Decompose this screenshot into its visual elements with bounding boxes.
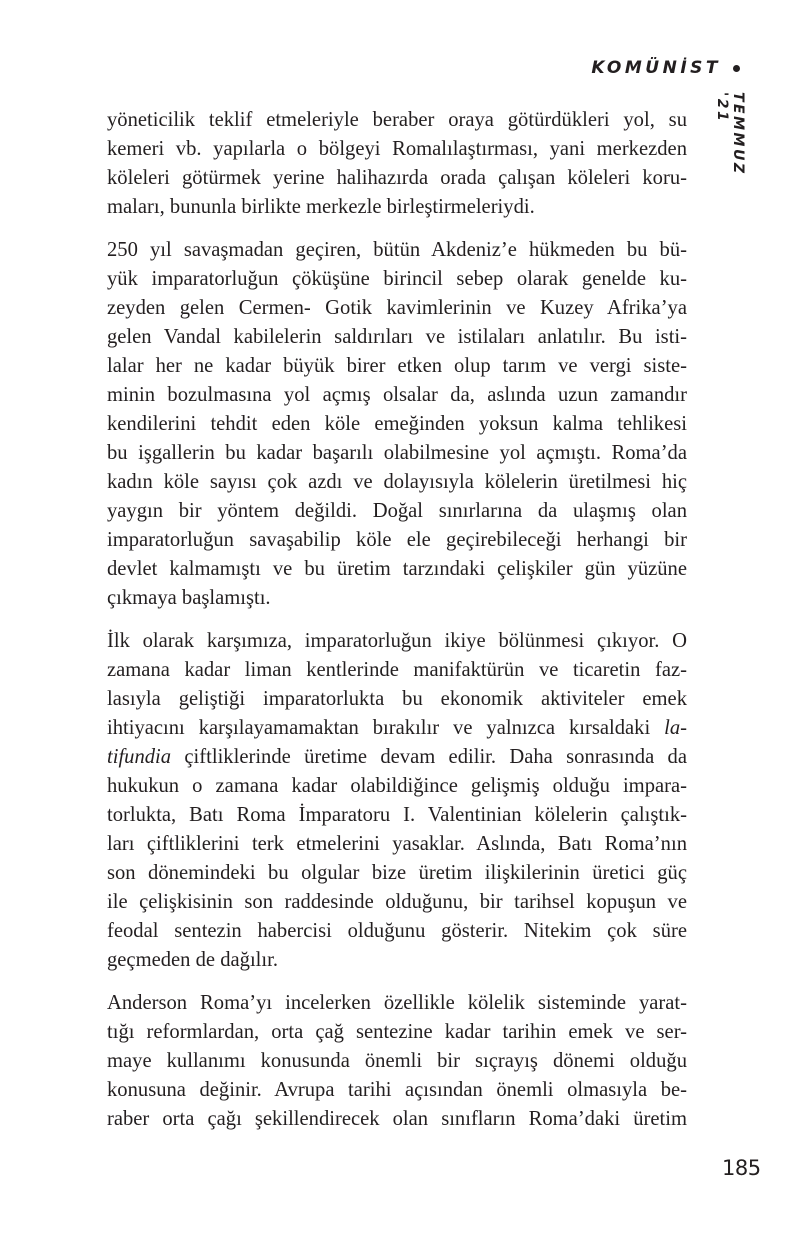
text-line <box>107 743 687 772</box>
text-line: yaygın bir yöntem değildi. Doğal sınırlarına da ulaşmış olan <box>107 500 687 522</box>
text-line: maye kullanımı konusunda önemli bir sıçrayış dönemi olduğu <box>107 1050 687 1072</box>
italic-term: la- <box>664 717 687 739</box>
paragraph-1 <box>107 106 687 222</box>
text-line: İlk olarak karşımıza, imparatorluğun ikiye bölünmesi çıkıyor. O <box>107 630 687 652</box>
bullet-dot-icon <box>733 65 740 72</box>
text-line: zeyden gelen Cermen- Gotik kavimlerinin ve Kuzey Afrika’ya <box>107 297 687 319</box>
text-line: Anderson Roma’yı incelerken özellikle kölelik sisteminde yarat- <box>107 992 687 1014</box>
text-line: gelen Vandal kabilelerin saldırıları ve istilaları anlatılır. Bu isti- <box>107 326 687 348</box>
text-line: 250 yıl savaşmadan geçiren, bütün Akdeniz’e hükmeden bu bü- <box>107 239 687 261</box>
paragraph-2 <box>107 236 687 613</box>
text-line: tığı reformlardan, orta çağ sentezine kadar tarihin emek ve ser- <box>107 1021 687 1043</box>
text-line: bu işgallerin bu kadar başarılı olabilmesine yol açmıştı. Roma’da <box>107 442 687 464</box>
text-line: devlet kalmamıştı ve bu üretim tarzındaki çelişkiler gün yüzüne <box>107 558 687 580</box>
text-fragment: çiftliklerinde üretime devam edilir. Daha sonrasında da <box>171 746 687 768</box>
text-line: çıkmaya başlamıştı. <box>107 587 271 609</box>
text-line: köleleri götürmek yerine halihazırda orada çalışan köleleri koru- <box>107 167 687 189</box>
text-line: lasıyla geliştiği imparatorlukta bu ekonomik aktiviteler emek <box>107 688 687 710</box>
text-line: minin bozulmasına yol açmış olsalar da, aslında uzun zamandır <box>107 384 687 406</box>
text-fragment: ihtiyacını karşılayamamaktan bırakılır ve yalnızca kırsaldaki <box>107 717 665 739</box>
text-line: kendilerini tehdit eden köle emeğinden yoksun kalma tehlikesi <box>107 413 687 435</box>
text-line: son dönemindeki bu olgular bize üretim ilişkilerinin üretici güç <box>107 862 687 884</box>
text-line: zamana kadar liman kentlerinde manifaktürün ve ticaretin faz- <box>107 659 687 681</box>
text-line: kadın köle sayısı çok azdı ve dolayısıyla kölelerin üretilmesi hiç <box>107 471 687 493</box>
text-line: feodal sentezin habercisi olduğunu gösterir. Nitekim çok süre <box>107 920 687 942</box>
text-line: ile çelişkisinin son raddesinde olduğunu, bir tarihsel kopuşun ve <box>107 891 687 913</box>
text-line: ları çiftliklerini terk etmelerini yasaklar. Aslında, Batı Roma’nın <box>107 833 687 855</box>
page-number: 185 <box>722 1156 761 1180</box>
issue-date-vertical: TEMMUZ '21 <box>714 92 746 176</box>
running-head <box>591 58 740 78</box>
italic-term: tifundia <box>107 746 172 768</box>
text-line: lalar her ne kadar büyük birer etken olup tarım ve vergi siste- <box>107 355 687 377</box>
text-line <box>107 714 687 743</box>
text-line: yük imparatorluğun çöküşüne birincil sebep olarak genelde ku- <box>107 268 687 290</box>
text-line: imparatorluğun savaşabilip köle ele geçirebileceği herhangi bir <box>107 529 687 551</box>
text-line: yöneticilik teklif etmeleriyle beraber oraya götürdükleri yol, su <box>107 109 687 131</box>
paragraph-3 <box>107 627 687 975</box>
article-body <box>107 106 687 1148</box>
text-line: kemeri vb. yapılarla o bölgeyi Romalılaştırması, yani merkezden <box>107 138 687 160</box>
journal-title: KOMÜNİST <box>591 58 721 78</box>
paragraph-4 <box>107 989 687 1134</box>
text-line: raber orta çağı şekillendirecek olan sınıfların Roma’daki üretim <box>107 1108 687 1130</box>
text-line: konusuna değinir. Avrupa tarihi açısından önemli olmasıyla be- <box>107 1079 687 1101</box>
text-line: maları, bununla birlikte merkezle birleştirmeleriydi. <box>107 196 535 218</box>
text-line: geçmeden de dağılır. <box>107 949 278 971</box>
text-line: torlukta, Batı Roma İmparatoru I. Valentinian kölelerin çalıştık- <box>107 804 687 826</box>
text-line: hukukun o zamana kadar olabildiğince gelişmiş olduğu impara- <box>107 775 687 797</box>
